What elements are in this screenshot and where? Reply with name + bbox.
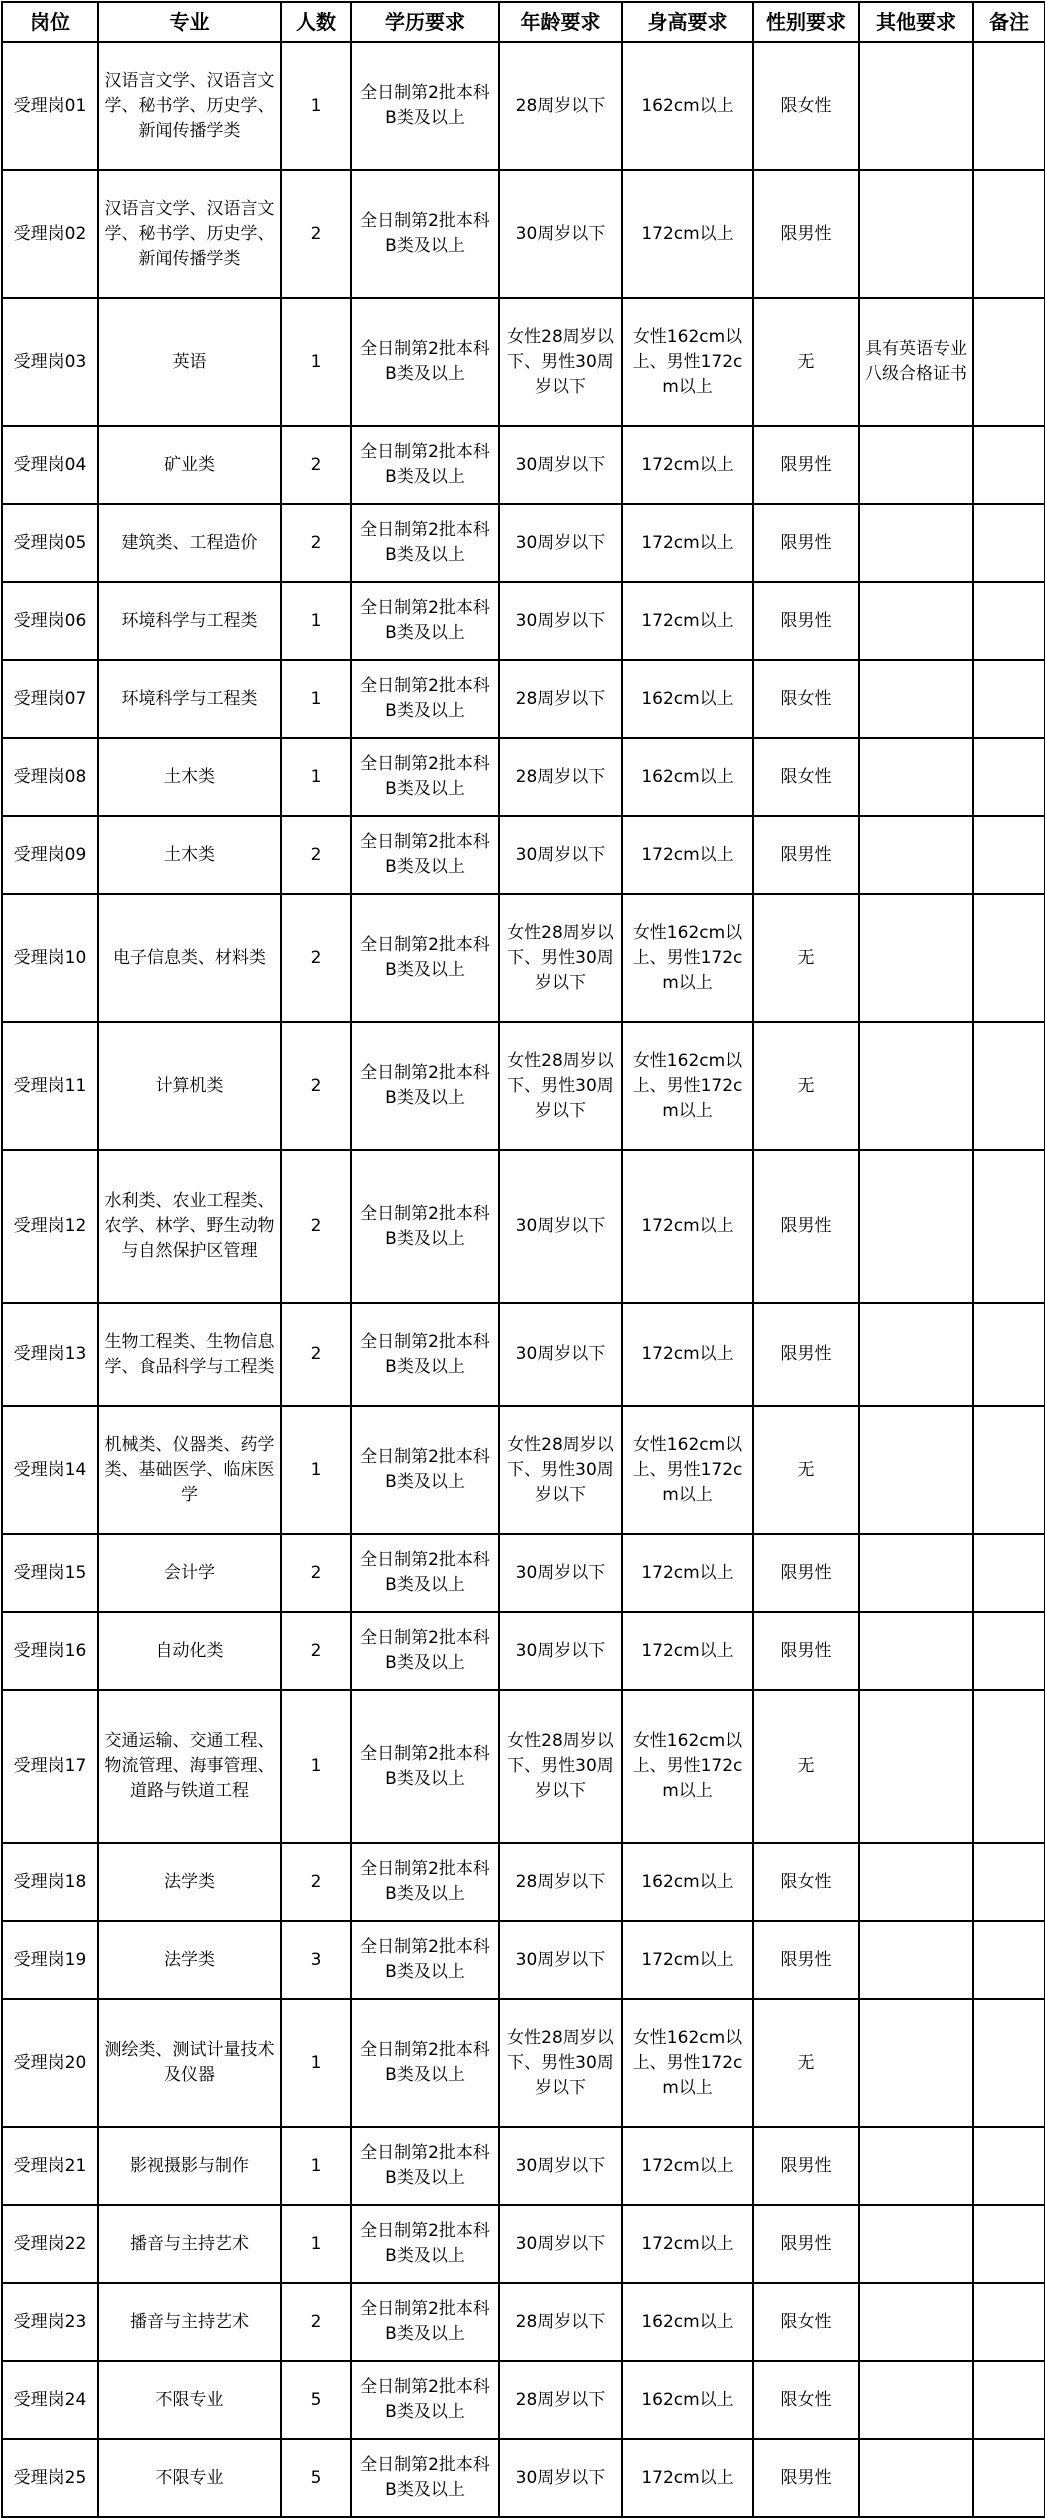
position-cell: 受理岗06 [2, 582, 98, 660]
count-cell: 2 [281, 426, 351, 504]
gender-cell: 无 [753, 1406, 859, 1534]
height-cell: 162cm以上 [622, 660, 753, 738]
gender-cell: 限男性 [753, 170, 859, 298]
other-cell [859, 894, 973, 1022]
height-cell: 172cm以上 [622, 504, 753, 582]
recruitment-table [1, 1, 1045, 2518]
count-cell: 5 [281, 2439, 351, 2517]
note-cell [973, 1303, 1045, 1406]
education-cell: 全日制第2批本科B类及以上 [351, 1921, 499, 1999]
header-age: 年龄要求 [499, 2, 622, 42]
age-cell: 28周岁以下 [499, 1843, 622, 1921]
table-row [2, 1022, 1045, 1150]
table-row [2, 2361, 1045, 2439]
gender-cell: 限女性 [753, 1843, 859, 1921]
age-cell: 30周岁以下 [499, 170, 622, 298]
major-cell: 环境科学与工程类 [98, 660, 281, 738]
age-cell: 30周岁以下 [499, 426, 622, 504]
table-row [2, 1921, 1045, 1999]
note-cell [973, 1690, 1045, 1843]
major-cell: 电子信息类、材料类 [98, 894, 281, 1022]
position-cell: 受理岗15 [2, 1534, 98, 1612]
height-cell: 172cm以上 [622, 1534, 753, 1612]
table-row [2, 2127, 1045, 2205]
table-row [2, 582, 1045, 660]
count-cell: 2 [281, 1612, 351, 1690]
table-row [2, 816, 1045, 894]
other-cell [859, 2439, 973, 2517]
table-row [2, 170, 1045, 298]
position-cell: 受理岗17 [2, 1690, 98, 1843]
education-cell: 全日制第2批本科B类及以上 [351, 1150, 499, 1303]
education-cell: 全日制第2批本科B类及以上 [351, 1303, 499, 1406]
gender-cell: 限男性 [753, 426, 859, 504]
header-major: 专业 [98, 2, 281, 42]
age-cell: 女性28周岁以下、男性30周岁以下 [499, 298, 622, 426]
height-cell: 172cm以上 [622, 170, 753, 298]
other-cell [859, 2127, 973, 2205]
position-cell: 受理岗04 [2, 426, 98, 504]
education-cell: 全日制第2批本科B类及以上 [351, 582, 499, 660]
table-row [2, 660, 1045, 738]
note-cell [973, 2361, 1045, 2439]
height-cell: 162cm以上 [622, 42, 753, 170]
gender-cell: 限男性 [753, 1534, 859, 1612]
education-cell: 全日制第2批本科B类及以上 [351, 2283, 499, 2361]
gender-cell: 限男性 [753, 1303, 859, 1406]
position-cell: 受理岗08 [2, 738, 98, 816]
major-cell: 计算机类 [98, 1022, 281, 1150]
gender-cell: 限男性 [753, 504, 859, 582]
table-row [2, 2283, 1045, 2361]
gender-cell: 限男性 [753, 2439, 859, 2517]
count-cell: 1 [281, 1999, 351, 2127]
header-count: 人数 [281, 2, 351, 42]
gender-cell: 无 [753, 1690, 859, 1843]
gender-cell: 限女性 [753, 42, 859, 170]
age-cell: 30周岁以下 [499, 504, 622, 582]
gender-cell: 无 [753, 298, 859, 426]
height-cell: 172cm以上 [622, 2439, 753, 2517]
note-cell [973, 2127, 1045, 2205]
height-cell: 172cm以上 [622, 2205, 753, 2283]
major-cell: 建筑类、工程造价 [98, 504, 281, 582]
education-cell: 全日制第2批本科B类及以上 [351, 1612, 499, 1690]
other-cell [859, 2361, 973, 2439]
position-cell: 受理岗14 [2, 1406, 98, 1534]
note-cell [973, 1406, 1045, 1534]
age-cell: 30周岁以下 [499, 1303, 622, 1406]
gender-cell: 无 [753, 894, 859, 1022]
count-cell: 1 [281, 1406, 351, 1534]
other-cell [859, 426, 973, 504]
other-cell [859, 1303, 973, 1406]
count-cell: 2 [281, 816, 351, 894]
gender-cell: 限男性 [753, 1612, 859, 1690]
table-row [2, 1999, 1045, 2127]
table-row [2, 1303, 1045, 1406]
position-cell: 受理岗24 [2, 2361, 98, 2439]
gender-cell: 限男性 [753, 1150, 859, 1303]
height-cell: 女性162cm以上、男性172cm以上 [622, 1690, 753, 1843]
education-cell: 全日制第2批本科B类及以上 [351, 1534, 499, 1612]
position-cell: 受理岗19 [2, 1921, 98, 1999]
count-cell: 2 [281, 1843, 351, 1921]
count-cell: 1 [281, 2127, 351, 2205]
age-cell: 30周岁以下 [499, 582, 622, 660]
age-cell: 女性28周岁以下、男性30周岁以下 [499, 1022, 622, 1150]
header-position: 岗位 [2, 2, 98, 42]
note-cell [973, 1150, 1045, 1303]
note-cell [973, 582, 1045, 660]
major-cell: 交通运输、交通工程、物流管理、海事管理、道路与铁道工程 [98, 1690, 281, 1843]
position-cell: 受理岗12 [2, 1150, 98, 1303]
count-cell: 1 [281, 738, 351, 816]
education-cell: 全日制第2批本科B类及以上 [351, 738, 499, 816]
education-cell: 全日制第2批本科B类及以上 [351, 1843, 499, 1921]
note-cell [973, 2439, 1045, 2517]
major-cell: 不限专业 [98, 2439, 281, 2517]
position-cell: 受理岗18 [2, 1843, 98, 1921]
age-cell: 28周岁以下 [499, 660, 622, 738]
header-height: 身高要求 [622, 2, 753, 42]
position-cell: 受理岗13 [2, 1303, 98, 1406]
other-cell [859, 582, 973, 660]
major-cell: 英语 [98, 298, 281, 426]
major-cell: 不限专业 [98, 2361, 281, 2439]
major-cell: 测绘类、测试计量技术及仪器 [98, 1999, 281, 2127]
position-cell: 受理岗20 [2, 1999, 98, 2127]
education-cell: 全日制第2批本科B类及以上 [351, 504, 499, 582]
note-cell [973, 738, 1045, 816]
position-cell: 受理岗25 [2, 2439, 98, 2517]
note-cell [973, 1843, 1045, 1921]
major-cell: 影视摄影与制作 [98, 2127, 281, 2205]
note-cell [973, 1534, 1045, 1612]
education-cell: 全日制第2批本科B类及以上 [351, 42, 499, 170]
major-cell: 播音与主持艺术 [98, 2205, 281, 2283]
table-row [2, 1843, 1045, 1921]
height-cell: 女性162cm以上、男性172cm以上 [622, 1406, 753, 1534]
other-cell [859, 2205, 973, 2283]
note-cell [973, 660, 1045, 738]
gender-cell: 限男性 [753, 816, 859, 894]
height-cell: 172cm以上 [622, 1303, 753, 1406]
height-cell: 162cm以上 [622, 2283, 753, 2361]
major-cell: 水利类、农业工程类、农学、林学、野生动物与自然保护区管理 [98, 1150, 281, 1303]
header-other: 其他要求 [859, 2, 973, 42]
position-cell: 受理岗11 [2, 1022, 98, 1150]
other-cell [859, 42, 973, 170]
age-cell: 30周岁以下 [499, 1534, 622, 1612]
age-cell: 28周岁以下 [499, 2283, 622, 2361]
table-row [2, 1690, 1045, 1843]
count-cell: 2 [281, 1022, 351, 1150]
other-cell [859, 816, 973, 894]
other-cell [859, 1534, 973, 1612]
age-cell: 28周岁以下 [499, 2361, 622, 2439]
education-cell: 全日制第2批本科B类及以上 [351, 1022, 499, 1150]
table-body [2, 42, 1045, 2517]
major-cell: 法学类 [98, 1843, 281, 1921]
count-cell: 1 [281, 42, 351, 170]
major-cell: 汉语言文学、汉语言文学、秘书学、历史学、新闻传播学类 [98, 170, 281, 298]
education-cell: 全日制第2批本科B类及以上 [351, 1999, 499, 2127]
other-cell [859, 1690, 973, 1843]
education-cell: 全日制第2批本科B类及以上 [351, 2361, 499, 2439]
gender-cell: 无 [753, 1999, 859, 2127]
gender-cell: 限女性 [753, 738, 859, 816]
other-cell [859, 1921, 973, 1999]
education-cell: 全日制第2批本科B类及以上 [351, 2127, 499, 2205]
education-cell: 全日制第2批本科B类及以上 [351, 170, 499, 298]
education-cell: 全日制第2批本科B类及以上 [351, 298, 499, 426]
gender-cell: 限男性 [753, 1921, 859, 1999]
count-cell: 2 [281, 170, 351, 298]
note-cell [973, 170, 1045, 298]
gender-cell: 限男性 [753, 582, 859, 660]
height-cell: 女性162cm以上、男性172cm以上 [622, 1999, 753, 2127]
note-cell [973, 2283, 1045, 2361]
table-row [2, 298, 1045, 426]
other-cell [859, 1612, 973, 1690]
height-cell: 女性162cm以上、男性172cm以上 [622, 1022, 753, 1150]
header-education: 学历要求 [351, 2, 499, 42]
education-cell: 全日制第2批本科B类及以上 [351, 2439, 499, 2517]
age-cell: 30周岁以下 [499, 2205, 622, 2283]
table-row [2, 2439, 1045, 2517]
position-cell: 受理岗03 [2, 298, 98, 426]
height-cell: 女性162cm以上、男性172cm以上 [622, 298, 753, 426]
major-cell: 自动化类 [98, 1612, 281, 1690]
education-cell: 全日制第2批本科B类及以上 [351, 816, 499, 894]
other-cell [859, 504, 973, 582]
major-cell: 环境科学与工程类 [98, 582, 281, 660]
age-cell: 30周岁以下 [499, 1921, 622, 1999]
other-cell [859, 1406, 973, 1534]
other-cell [859, 1843, 973, 1921]
height-cell: 162cm以上 [622, 2361, 753, 2439]
height-cell: 162cm以上 [622, 738, 753, 816]
age-cell: 30周岁以下 [499, 2439, 622, 2517]
note-cell [973, 42, 1045, 170]
other-cell [859, 170, 973, 298]
major-cell: 机械类、仪器类、药学类、基础医学、临床医学 [98, 1406, 281, 1534]
gender-cell: 限男性 [753, 2127, 859, 2205]
major-cell: 矿业类 [98, 426, 281, 504]
note-cell [973, 504, 1045, 582]
position-cell: 受理岗22 [2, 2205, 98, 2283]
height-cell: 162cm以上 [622, 1843, 753, 1921]
table-row [2, 1534, 1045, 1612]
note-cell [973, 1999, 1045, 2127]
gender-cell: 限男性 [753, 2205, 859, 2283]
position-cell: 受理岗01 [2, 42, 98, 170]
position-cell: 受理岗05 [2, 504, 98, 582]
table-row [2, 1612, 1045, 1690]
other-cell [859, 1150, 973, 1303]
position-cell: 受理岗21 [2, 2127, 98, 2205]
gender-cell: 无 [753, 1022, 859, 1150]
height-cell: 172cm以上 [622, 582, 753, 660]
age-cell: 30周岁以下 [499, 816, 622, 894]
major-cell: 土木类 [98, 816, 281, 894]
age-cell: 30周岁以下 [499, 1612, 622, 1690]
height-cell: 172cm以上 [622, 816, 753, 894]
note-cell [973, 894, 1045, 1022]
age-cell: 28周岁以下 [499, 42, 622, 170]
age-cell: 28周岁以下 [499, 738, 622, 816]
note-cell [973, 816, 1045, 894]
table-row [2, 738, 1045, 816]
other-cell [859, 1999, 973, 2127]
height-cell: 172cm以上 [622, 2127, 753, 2205]
count-cell: 3 [281, 1921, 351, 1999]
height-cell: 172cm以上 [622, 1150, 753, 1303]
table-row [2, 42, 1045, 170]
count-cell: 2 [281, 1534, 351, 1612]
note-cell [973, 1022, 1045, 1150]
major-cell: 生物工程类、生物信息学、食品科学与工程类 [98, 1303, 281, 1406]
note-cell [973, 2205, 1045, 2283]
height-cell: 172cm以上 [622, 1612, 753, 1690]
count-cell: 1 [281, 660, 351, 738]
position-cell: 受理岗07 [2, 660, 98, 738]
other-cell [859, 2283, 973, 2361]
age-cell: 女性28周岁以下、男性30周岁以下 [499, 1406, 622, 1534]
age-cell: 女性28周岁以下、男性30周岁以下 [499, 1999, 622, 2127]
count-cell: 2 [281, 1150, 351, 1303]
position-cell: 受理岗10 [2, 894, 98, 1022]
major-cell: 汉语言文学、汉语言文学、秘书学、历史学、新闻传播学类 [98, 42, 281, 170]
note-cell [973, 1921, 1045, 1999]
age-cell: 女性28周岁以下、男性30周岁以下 [499, 1690, 622, 1843]
table-row [2, 894, 1045, 1022]
table-row [2, 2205, 1045, 2283]
count-cell: 2 [281, 504, 351, 582]
position-cell: 受理岗09 [2, 816, 98, 894]
gender-cell: 限女性 [753, 2283, 859, 2361]
table-row [2, 1150, 1045, 1303]
education-cell: 全日制第2批本科B类及以上 [351, 660, 499, 738]
height-cell: 172cm以上 [622, 1921, 753, 1999]
count-cell: 1 [281, 582, 351, 660]
other-cell [859, 738, 973, 816]
count-cell: 2 [281, 2283, 351, 2361]
table-row [2, 1406, 1045, 1534]
count-cell: 5 [281, 2361, 351, 2439]
note-cell [973, 1612, 1045, 1690]
note-cell [973, 298, 1045, 426]
position-cell: 受理岗16 [2, 1612, 98, 1690]
count-cell: 2 [281, 894, 351, 1022]
count-cell: 1 [281, 1690, 351, 1843]
table-row [2, 426, 1045, 504]
major-cell: 会计学 [98, 1534, 281, 1612]
position-cell: 受理岗23 [2, 2283, 98, 2361]
age-cell: 女性28周岁以下、男性30周岁以下 [499, 894, 622, 1022]
count-cell: 1 [281, 298, 351, 426]
other-cell: 具有英语专业八级合格证书 [859, 298, 973, 426]
position-cell: 受理岗02 [2, 170, 98, 298]
gender-cell: 限女性 [753, 660, 859, 738]
note-cell [973, 426, 1045, 504]
education-cell: 全日制第2批本科B类及以上 [351, 1406, 499, 1534]
gender-cell: 限女性 [753, 2361, 859, 2439]
height-cell: 172cm以上 [622, 426, 753, 504]
other-cell [859, 660, 973, 738]
height-cell: 女性162cm以上、男性172cm以上 [622, 894, 753, 1022]
count-cell: 1 [281, 2205, 351, 2283]
major-cell: 土木类 [98, 738, 281, 816]
header-note: 备注 [973, 2, 1045, 42]
education-cell: 全日制第2批本科B类及以上 [351, 426, 499, 504]
count-cell: 2 [281, 1303, 351, 1406]
header-gender: 性别要求 [753, 2, 859, 42]
other-cell [859, 1022, 973, 1150]
age-cell: 30周岁以下 [499, 1150, 622, 1303]
age-cell: 30周岁以下 [499, 2127, 622, 2205]
education-cell: 全日制第2批本科B类及以上 [351, 1690, 499, 1843]
major-cell: 法学类 [98, 1921, 281, 1999]
table-row [2, 504, 1045, 582]
header-row [2, 2, 1045, 42]
education-cell: 全日制第2批本科B类及以上 [351, 894, 499, 1022]
education-cell: 全日制第2批本科B类及以上 [351, 2205, 499, 2283]
major-cell: 播音与主持艺术 [98, 2283, 281, 2361]
